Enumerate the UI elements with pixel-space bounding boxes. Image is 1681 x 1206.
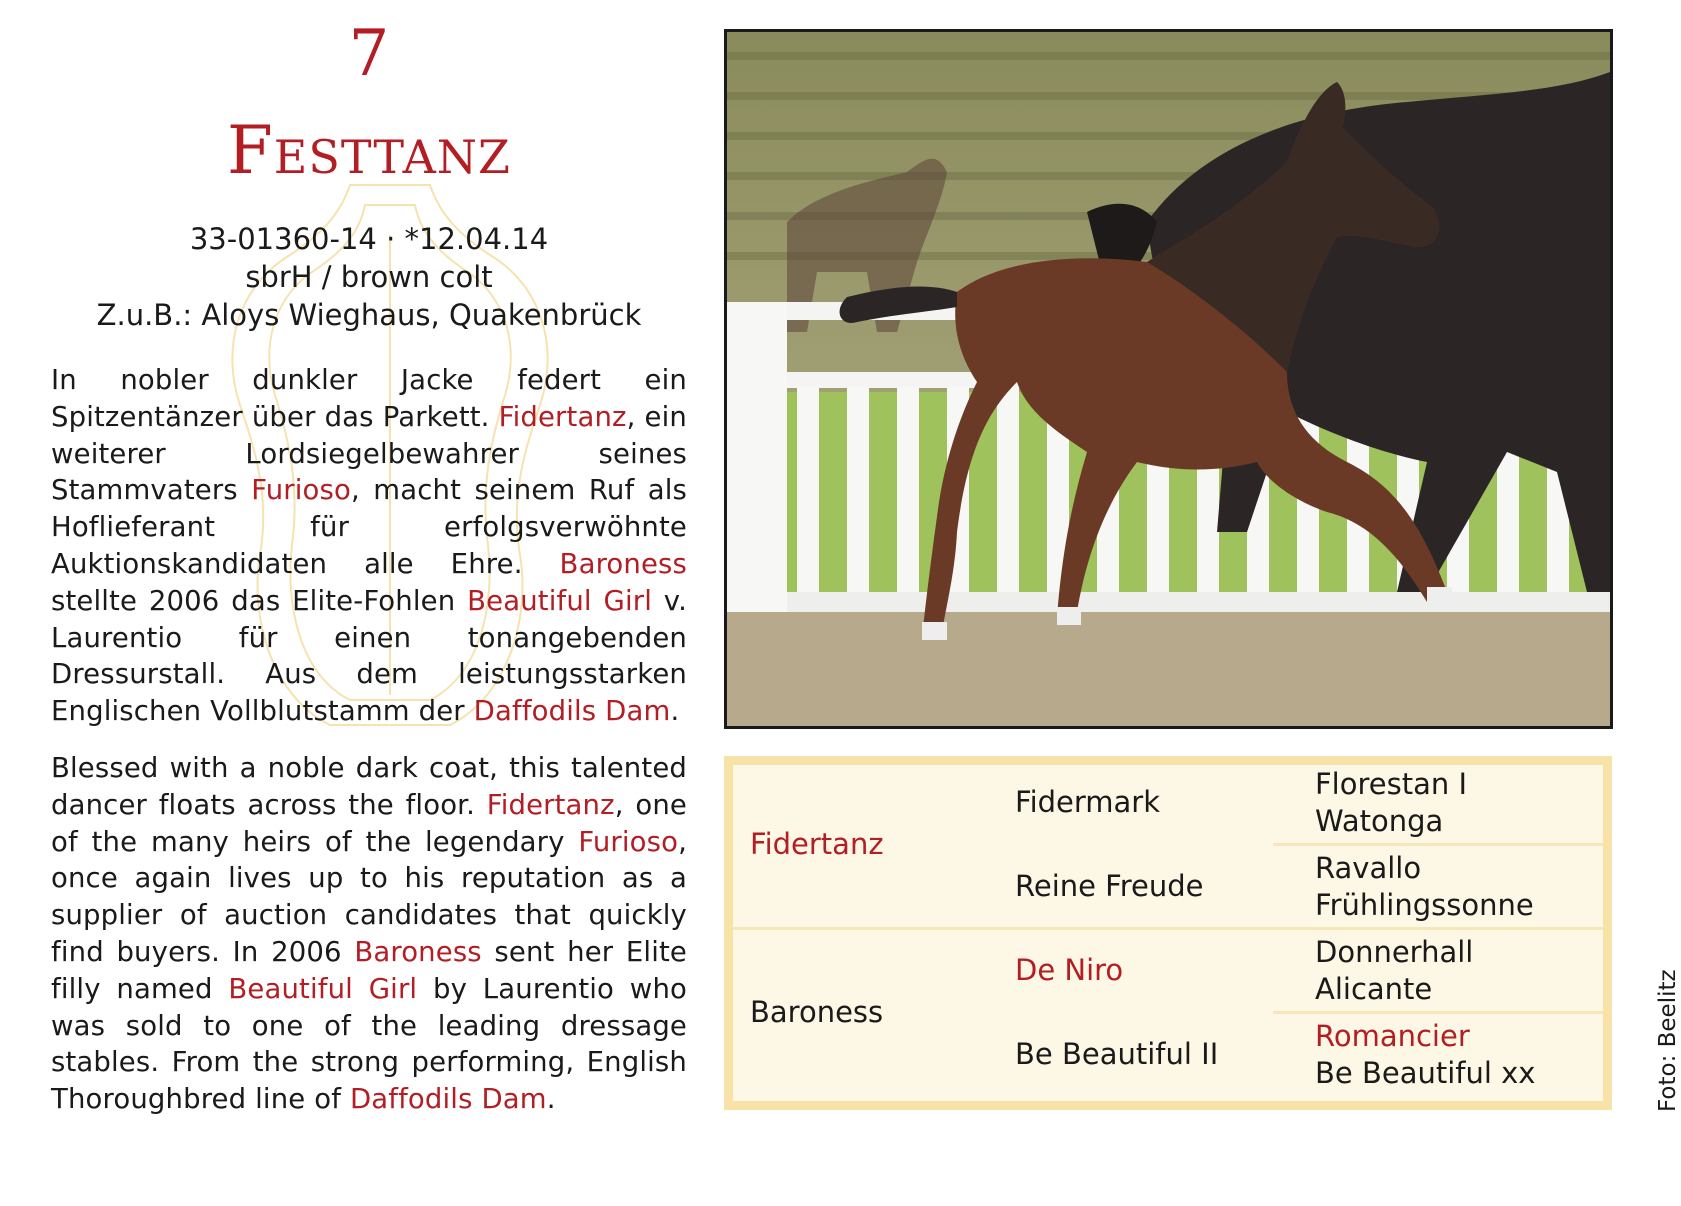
- pedigree-divider: [1273, 843, 1603, 846]
- lot-number: 7: [348, 17, 390, 91]
- pedigree-table: [724, 756, 1612, 1110]
- foal-photo: [724, 29, 1613, 729]
- pedigree-g3: Ravallo: [1315, 851, 1422, 885]
- damline-mention: Daffodils Dam: [349, 1083, 547, 1116]
- pedigree-g3: Be Beautiful xx: [1315, 1056, 1536, 1090]
- breeder-info: Z.u.B.: Aloys Wieghaus, Quakenbrück: [96, 298, 642, 332]
- photo-credit: Foto: Beelitz: [1655, 969, 1681, 1112]
- registration-and-birthdate: 33-01360-14 · *12.04.14: [189, 222, 549, 256]
- pedigree-dam: Baroness: [750, 995, 884, 1029]
- sibling-mention: Beautiful Girl: [467, 584, 652, 617]
- text-segment: .: [546, 1083, 556, 1116]
- text-segment: , ein weiterer Lordsiegelbewahrer seines Stammvaters: [51, 400, 687, 507]
- pedigree-sire: Fidertanz: [750, 827, 884, 861]
- pedigree-sire-dam: Reine Freude: [1015, 869, 1204, 903]
- text-segment: , one of the many heirs of the legendary: [51, 788, 687, 858]
- pedigree-dam-dam: Be Beautiful II: [1015, 1037, 1219, 1071]
- sire-mention: Fidertanz: [498, 400, 627, 433]
- ancestor-mention: Furioso: [251, 474, 351, 507]
- pedigree-divider: [1273, 1011, 1603, 1014]
- pedigree-g3: Donnerhall: [1315, 935, 1474, 969]
- pedigree-divider: [733, 927, 1603, 930]
- ancestor-mention: Furioso: [578, 825, 679, 858]
- pedigree-g3: Romancier: [1315, 1019, 1470, 1053]
- text-segment: Blessed with a noble dark coat, this talented dancer floats across the floor.: [51, 752, 687, 821]
- dam-mention: Baroness: [559, 547, 687, 580]
- description-english: [51, 750, 687, 1118]
- pedigree-g3: Frühlingssonne: [1315, 888, 1534, 922]
- text-segment: , macht seinem Ruf als Hoflieferant für erfolgsverwöhnte Auktionskandidaten alle Ehre.: [51, 474, 687, 580]
- text-segment: sent her Elite filly named: [51, 935, 687, 1005]
- dam-mention: Baroness: [354, 935, 482, 968]
- pedigree-sire-sire: Fidermark: [1015, 785, 1161, 819]
- text-segment: v. Laurentio für einen tonangebenden Dressurstall. Aus dem leistungsstarken Englischen Vollblutstamm der: [51, 584, 687, 728]
- damline-mention: Daffodils Dam: [473, 695, 671, 728]
- pedigree-g3: Watonga: [1315, 804, 1444, 838]
- text-segment: by Laurentio who was sold to one of the leading dressage stables. From the strong performing, English Thoroughbred line of: [51, 972, 687, 1116]
- text-segment: , once again lives up to his reputation as a supplier of auction candidates that quickly find buyers. In 2006: [51, 825, 687, 968]
- color-and-sex: sbrH / brown colt: [245, 260, 493, 294]
- pedigree-dam-sire: De Niro: [1015, 953, 1124, 987]
- text-segment: In nobler dunkler Jacke federt ein Spitzentänzer über das Parkett.: [51, 364, 687, 433]
- pedigree-g3: Alicante: [1315, 972, 1433, 1006]
- foal-photo-illustration: [727, 32, 1610, 726]
- text-segment: stellte 2006 das Elite-Fohlen: [51, 584, 468, 617]
- sibling-mention: Beautiful Girl: [228, 972, 418, 1005]
- description-german: [51, 362, 687, 730]
- horse-name: Festtanz: [226, 112, 512, 189]
- sire-mention: Fidertanz: [486, 788, 615, 821]
- pedigree-g3: Florestan I: [1315, 767, 1468, 801]
- text-segment: .: [670, 695, 680, 728]
